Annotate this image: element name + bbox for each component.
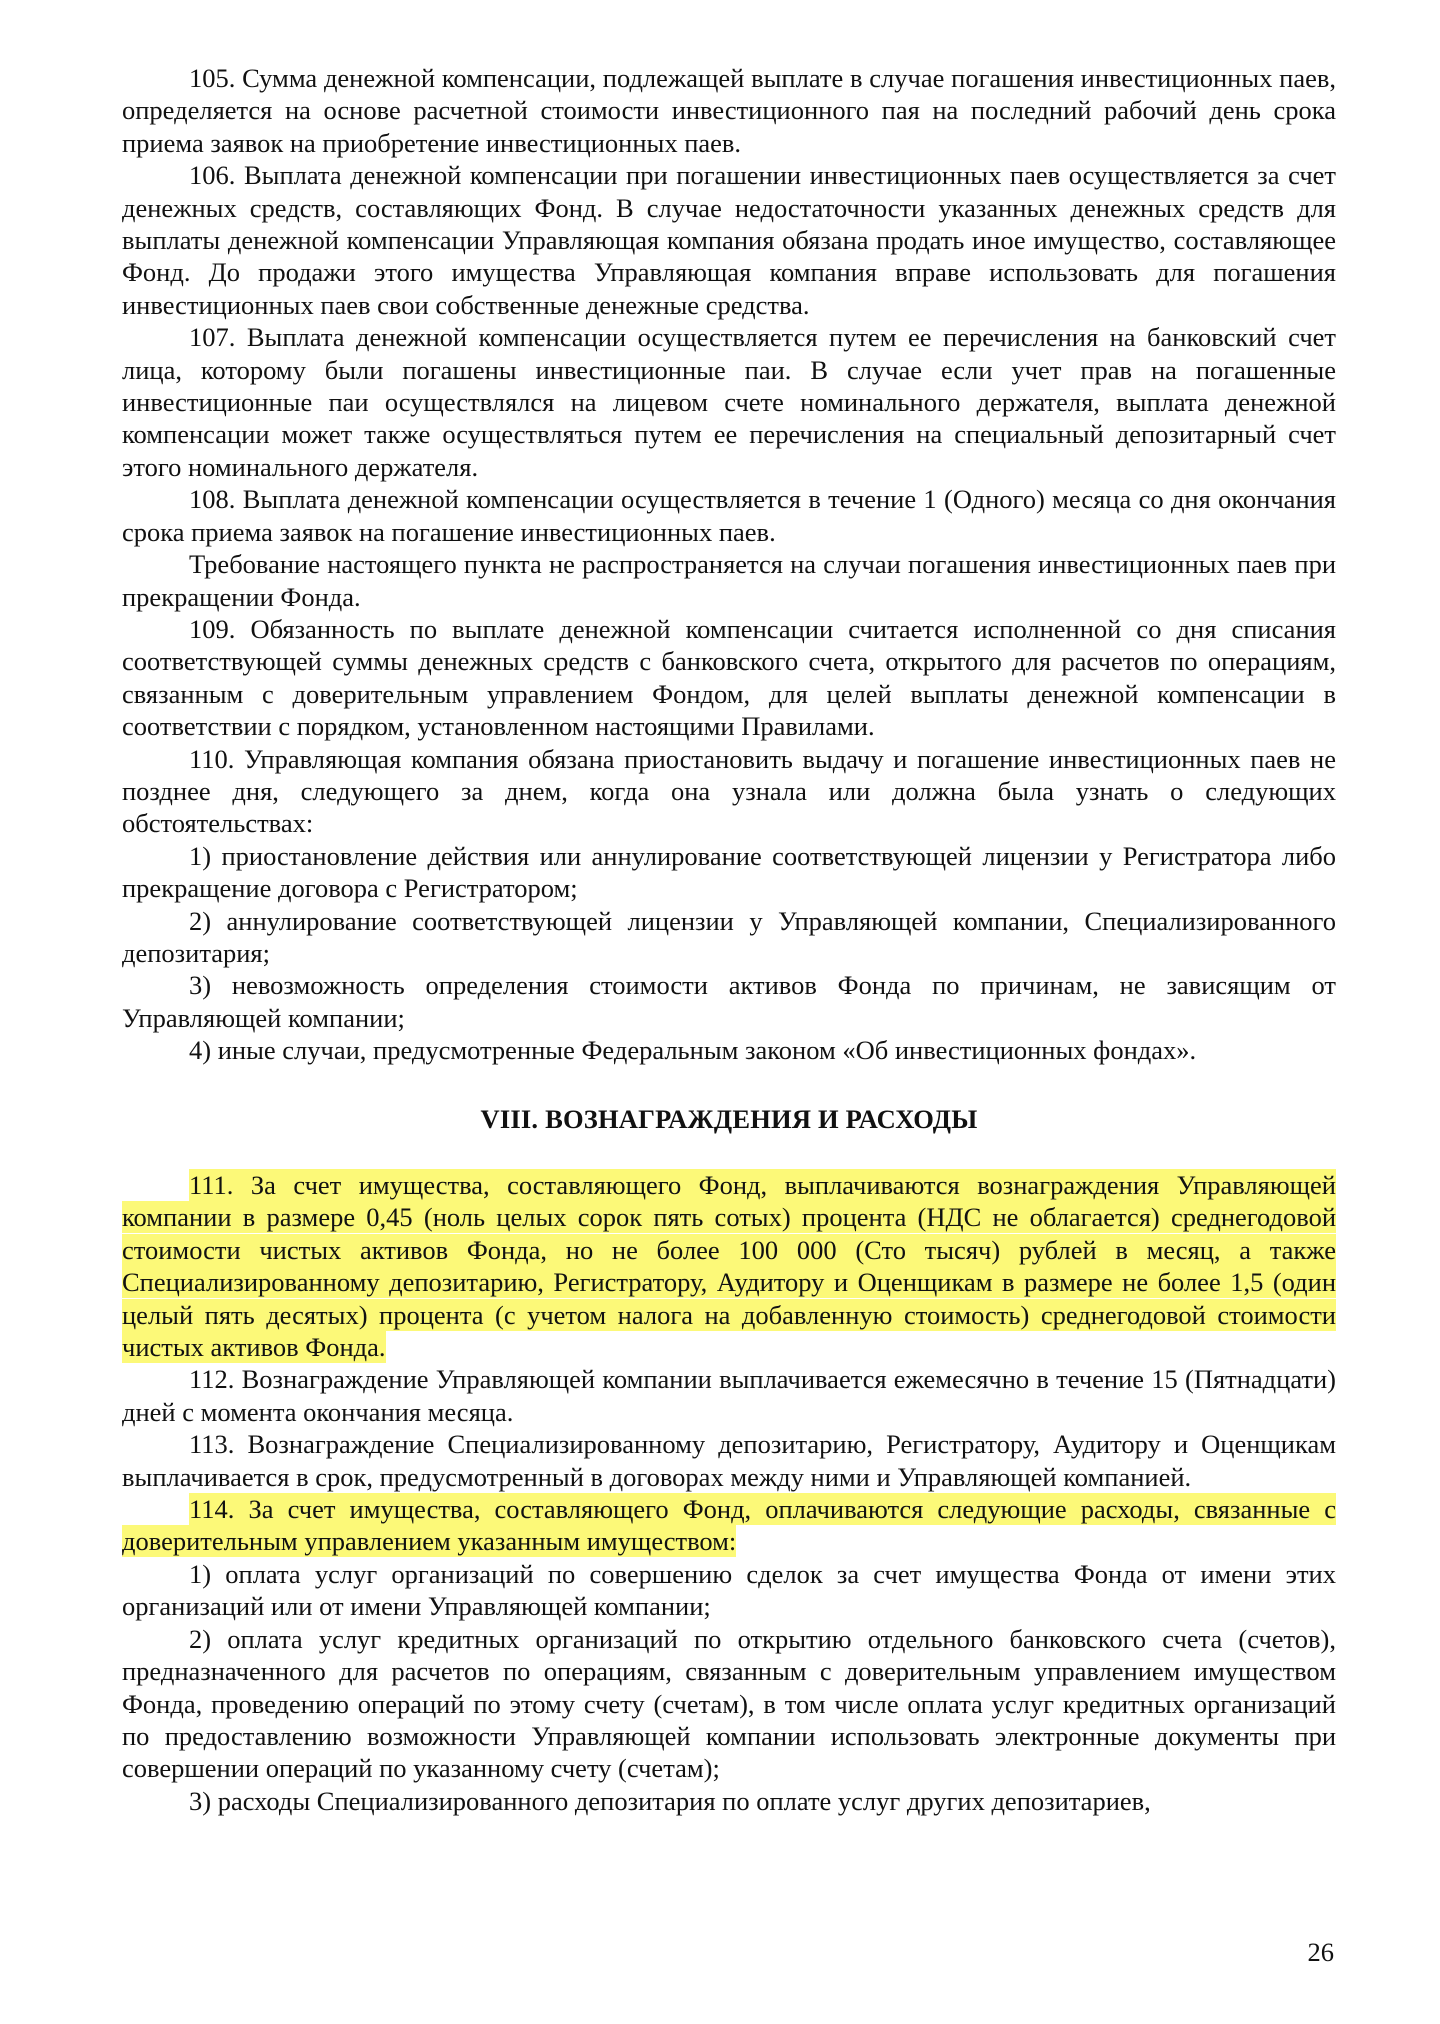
list-item-110-1: 1) приостановление действия или аннулирование соответствующей лицензии у Регистратора либо прекращение договора с Регистратором; xyxy=(122,840,1336,904)
paragraph-108-note: Требование настоящего пункта не распространяется на случаи погашения инвестиционных паев при прекращении Фонда. xyxy=(122,549,1336,612)
list-item-110-2: 2) аннулирование соответствующей лицензии у Управляющей компании, Специализированного депозитария; xyxy=(122,905,1336,968)
paragraph-111 xyxy=(122,1169,1336,1363)
paragraph-114 xyxy=(122,1493,1336,1558)
paragraph-113: 113. Вознаграждение Специализированному депозитарию, Регистратору, Аудитору и Оценщикам выплачивается в срок, предусмотренный в договорах между ними и Управляющей компанией. xyxy=(122,1429,1336,1492)
highlight-114: 114. За счет имущества, составляющего Фонд, оплачиваются следующие расходы, связанные с доверительным управлением указанным имуществом: xyxy=(122,1494,1336,1557)
section-heading: VIII. ВОЗНАГРАЖДЕНИЯ И РАСХОДЫ xyxy=(480,1103,978,1134)
list-item-110-4: 4) иные случаи, предусмотренные Федеральным законом «Об инвестиционных фондах». xyxy=(189,1035,1197,1066)
paragraph-112: 112. Вознаграждение Управляющей компании выплачивается ежемесячно в течение 15 (Пятнадцати) дней с момента окончания месяца. xyxy=(122,1364,1336,1427)
paragraph-107: 107. Выплата денежной компенсации осуществляется путем ее перечисления на банковский счет лица, которому были погашены инвестиционные паи. В случае если учет прав на погашенные инвестиционные паи осуществлялся на лицевом счете номинального держателя, выплата денежной компенсации может также осуществляться путем ее перечисления на специальный депозитарный счет этого номинального держателя. xyxy=(122,322,1336,482)
list-item-110-3: 3) невозможность определения стоимости активов Фонда по причинам, не зависящим от Управляющей компании; xyxy=(122,970,1336,1033)
list-item-114-1: 1) оплата услуг организаций по совершению сделок за счет имущества Фонда от имени этих организаций или от имени Управляющей компании; xyxy=(122,1558,1336,1622)
paragraph-108: 108. Выплата денежной компенсации осуществляется в течение 1 (Одного) месяца со дня окончания срока приема заявок на погашение инвестиционных паев. xyxy=(122,484,1336,547)
paragraph-105: 105. Сумма денежной компенсации, подлежащей выплате в случае погашения инвестиционных паев, определяется на основе расчетной стоимости инвестиционного пая на последний рабочий день срока приема заявок на приобретение инвестиционных паев. xyxy=(122,63,1336,158)
paragraph-106: 106. Выплата денежной компенсации при погашении инвестиционных паев осуществляется за счет денежных средств, составляющих Фонд. В случае недостаточности указанных денежных средств для выплаты денежной компенсации Управляющая компания обязана продать иное имущество, составляющее Фонд. До продажи этого имущества Управляющая компания вправе использовать для погашения инвестиционных паев свои собственные денежные средства. xyxy=(122,160,1336,320)
paragraph-110: 110. Управляющая компания обязана приостановить выдачу и погашение инвестиционных паев не позднее дня, следующего за днем, когда она узнала или должна была узнать о следующих обстоятельствах: xyxy=(122,743,1336,839)
page-number: 26 xyxy=(1307,1937,1334,1967)
paragraph-109: 109. Обязанность по выплате денежной компенсации считается исполненной со дня списания соответствующей суммы денежных средств с банковского счета, открытого для расчетов по операциям, связанным с доверительным управлением Фондом, для целей выплаты денежной компенсации в соответствии с порядком, установленном настоящими Правилами. xyxy=(122,613,1336,742)
list-item-114-2: 2) оплата услуг кредитных организаций по открытию отдельного банковского счета (счетов), предназначенного для расчетов по операциям, связанным с доверительным управлением имуществом Фонда, проведению операций по этому счету (счетам), в том числе оплата услуг кредитных организаций по предоставлению возможности Управляющей компании использовать электронные документы при совершении операций по указанному счету (счетам); xyxy=(122,1623,1336,1784)
highlight-111: 111. За счет имущества, составляющего Фонд, выплачиваются вознаграждения Управляющей компании в размере 0,45 (ноль целых сорок пять сотых) процента (НДС не облагается) среднегодовой стоимости чистых активов Фонда, но не более 100 000 (Сто тысяч) рублей в месяц, а также Специализированному депозитарию, Регистратору, Аудитору и Оценщикам в размере не более 1,5 (один целый пять десятых) процента (с учетом налога на добавленную стоимость) среднегодовой стоимости чистых активов Фонда. xyxy=(122,1170,1336,1363)
list-item-114-3: 3) расходы Специализированного депозитария по оплате услуг других депозитариев, xyxy=(189,1785,1151,1816)
